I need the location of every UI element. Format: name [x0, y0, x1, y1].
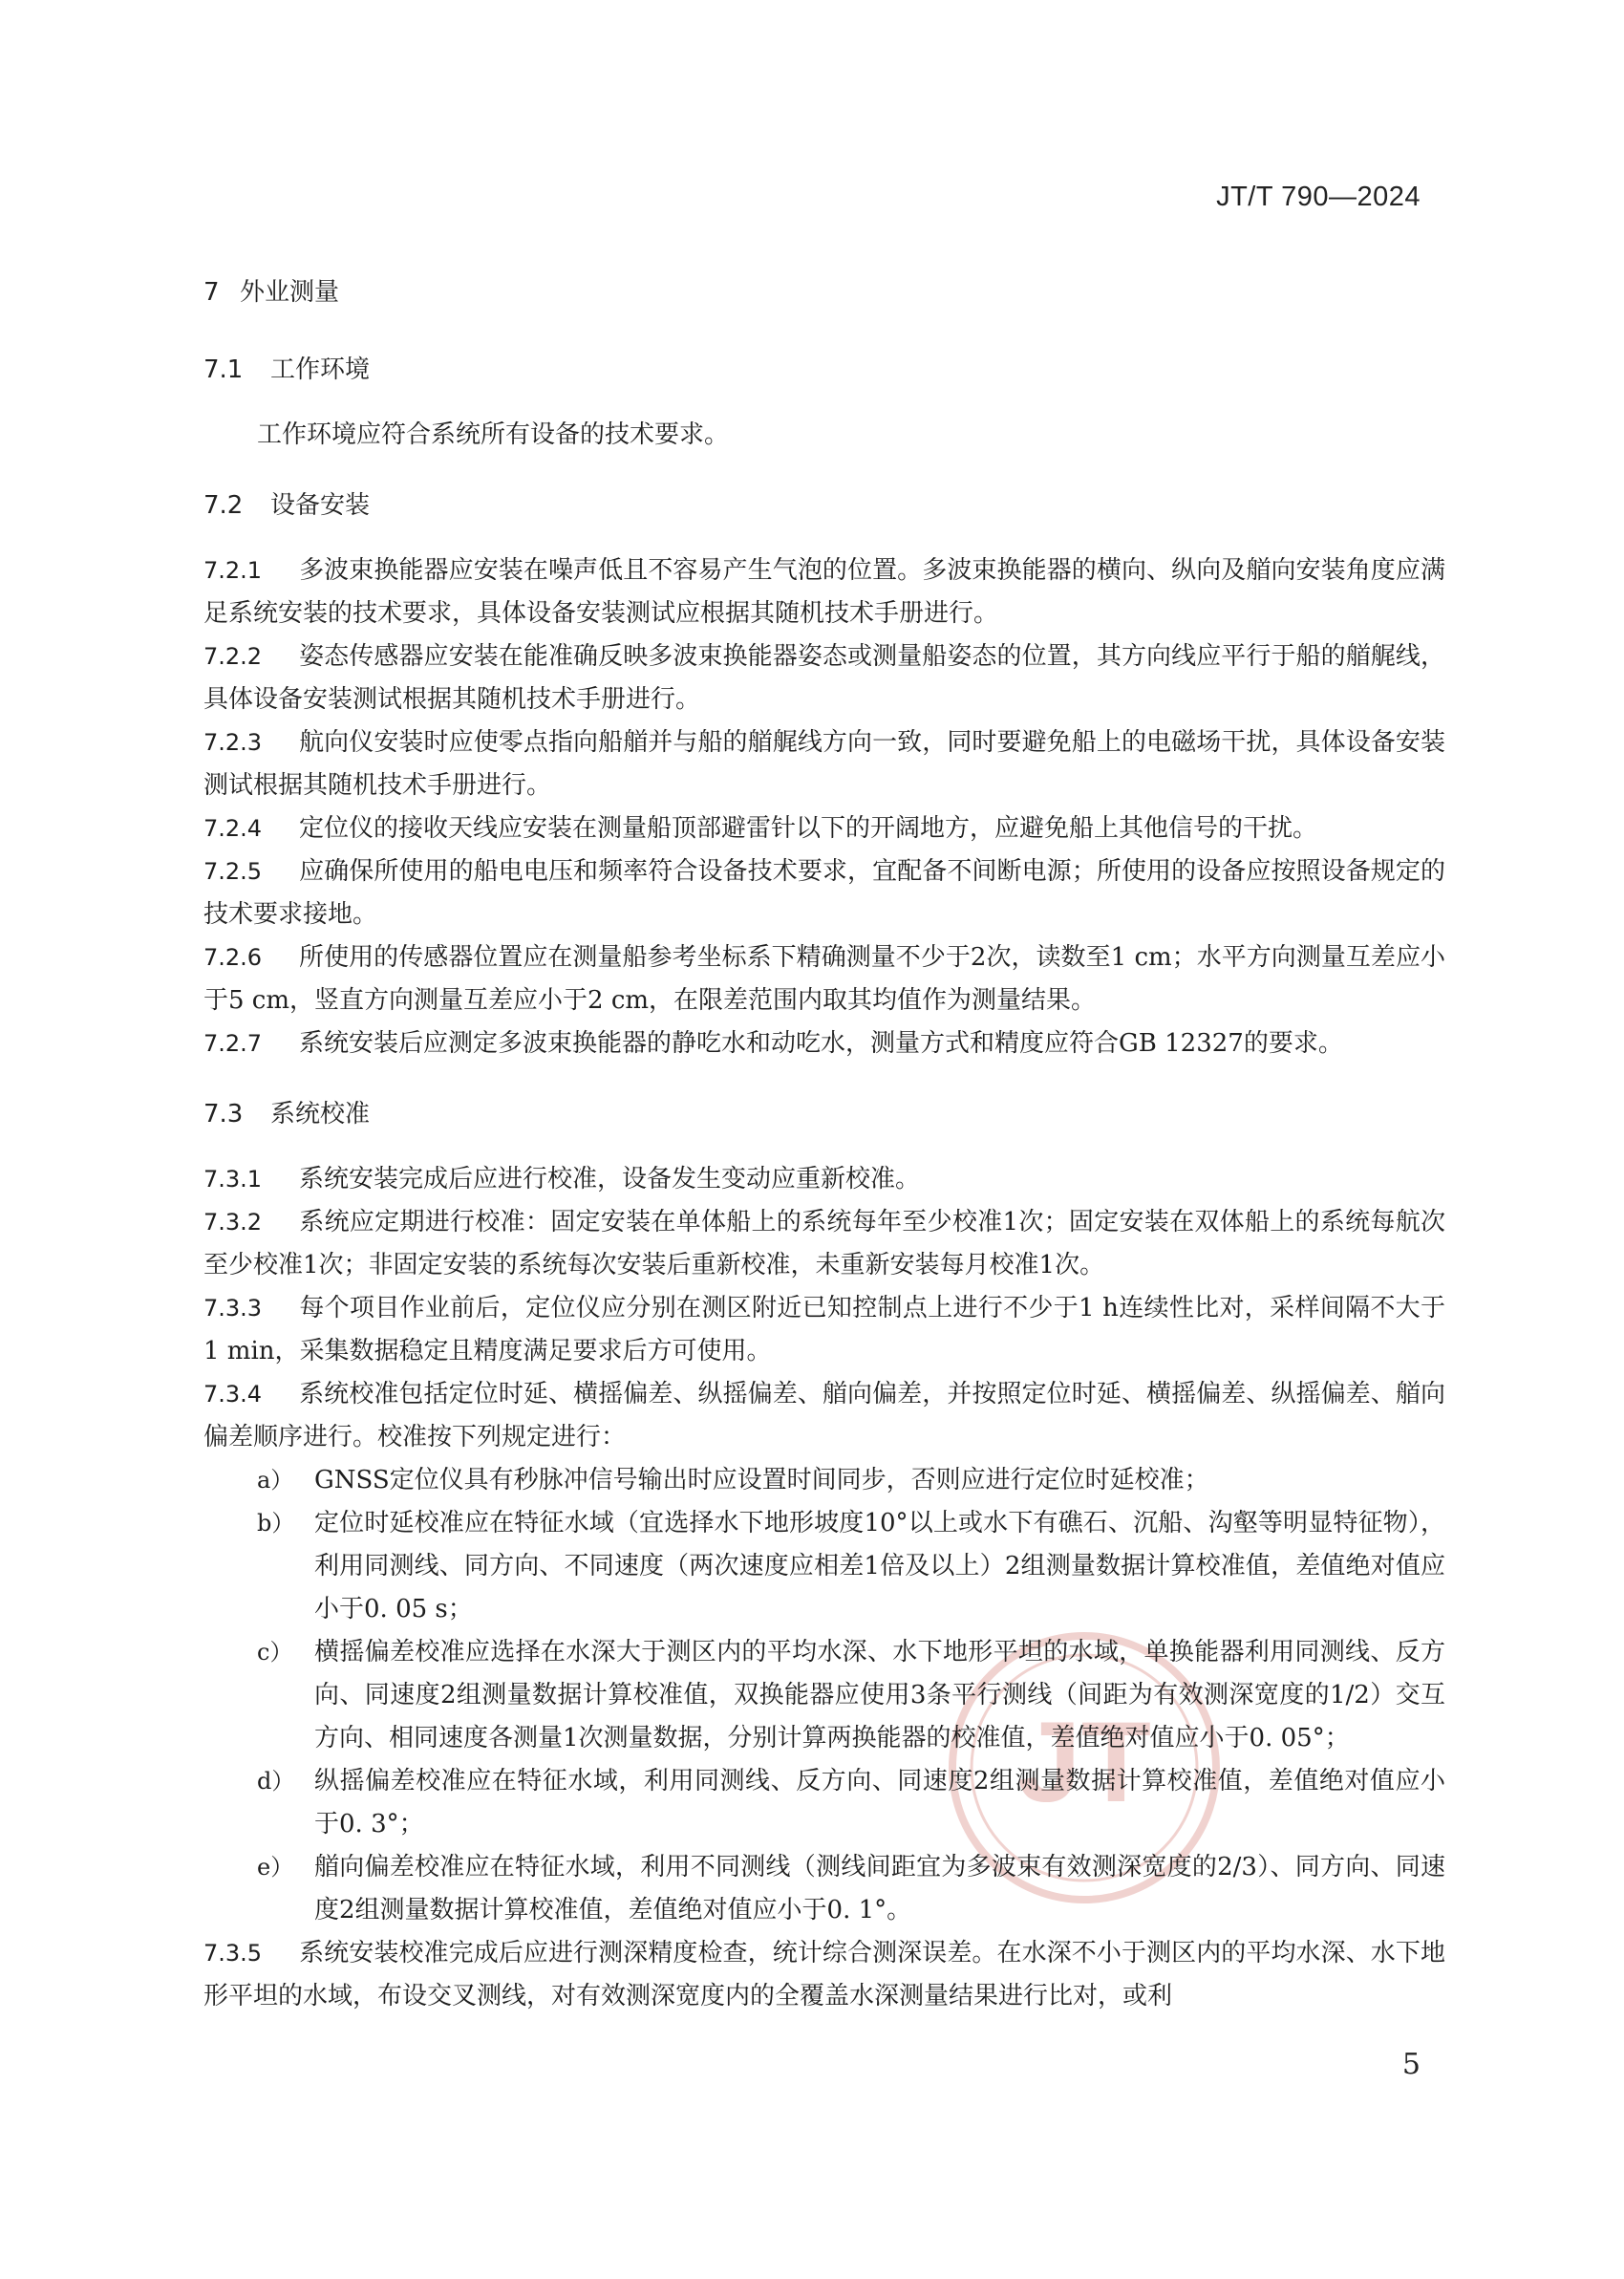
clause-text: 系统校准包括定位时延、横摇偏差、纵摇偏差、艏向偏差，并按照定位时延、横摇偏差、纵摇偏差、艏向偏差顺序进行。校准按下列规定进行：: [203, 1380, 1445, 1451]
list-item: [203, 1760, 1445, 1846]
clause-list-7-2: [203, 549, 1445, 1065]
item-text: 纵摇偏差校准应在特征水域，利用同测线、反方向、同速度2组测量数据计算校准值，差值绝对值应小于0. 3°；: [314, 1767, 1445, 1838]
clause: [203, 936, 1445, 1022]
clause-number: 7.3.4: [203, 1381, 263, 1408]
clause: [203, 1158, 1445, 1201]
clause: [203, 1932, 1445, 2018]
subsection-title: 工作环境: [270, 355, 371, 384]
item-label: e）: [257, 1854, 294, 1881]
clause: [203, 721, 1445, 807]
list-item: [203, 1502, 1445, 1631]
clause-number: 7.2.6: [203, 944, 263, 971]
clause-number: 7.3.1: [203, 1166, 263, 1193]
clause-text: 多波束换能器应安装在噪声低且不容易产生气泡的位置。多波束换能器的横向、纵向及艏向安装角度应满足系统安装的技术要求，具体设备安装测试应根据其随机技术手册进行。: [203, 556, 1445, 628]
clause: [203, 1287, 1445, 1373]
clause-number: 7.2.3: [203, 729, 263, 756]
section-heading: [203, 272, 1445, 308]
paragraph: 工作环境应符合系统所有设备的技术要求。: [257, 420, 730, 449]
subsection-heading-7-1: [203, 350, 1445, 385]
subsection-number: 7.3: [203, 1100, 244, 1129]
clause: [203, 1201, 1445, 1287]
subsection-title: 系统校准: [270, 1100, 371, 1129]
clause-number: 7.2.2: [203, 643, 263, 670]
section-number: 7: [203, 278, 220, 307]
item-text: GNSS定位仪具有秒脉冲信号输出时应设置时间同步，否则应进行定位时延校准；: [314, 1466, 1209, 1494]
item-label: d）: [257, 1768, 295, 1795]
clause: [203, 850, 1445, 936]
clause-text: 姿态传感器应安装在能准确反映多波束换能器姿态或测量船姿态的位置，其方向线应平行于船的艏艉线，具体设备安装测试根据其随机技术手册进行。: [203, 642, 1445, 714]
item-label: c）: [257, 1639, 293, 1666]
clause-text: 应确保所使用的船电电压和频率符合设备技术要求，宜配备不间断电源；所使用的设备应按照设备规定的技术要求接地。: [203, 857, 1445, 929]
clause-text: 系统应定期进行校准：固定安装在单体船上的系统每年至少校准1次；固定安装在双体船上的系统每航次至少校准1次；非固定安装的系统每次安装后重新校准，未重新安装每月校准1次。: [203, 1208, 1445, 1279]
clause-text: 系统安装后应测定多波束换能器的静吃水和动吃水，测量方式和精度应符合GB 12327的要求。: [299, 1029, 1343, 1058]
clause-number: 7.3.2: [203, 1209, 263, 1236]
item-label: b）: [257, 1510, 295, 1537]
clause-number: 7.2.1: [203, 557, 263, 584]
clause-number: 7.3.3: [203, 1295, 263, 1322]
list-item: [203, 1631, 1445, 1760]
clause: [203, 1022, 1445, 1065]
svg-text:JT: JT: [1016, 1698, 1152, 1826]
clause-text: 每个项目作业前后，定位仪应分别在测区附近已知控制点上进行不少于1 h连续性比对，采样间隔不大于1 min，采集数据稳定且精度满足要求后方可使用。: [203, 1294, 1445, 1365]
calibration-item-list: [203, 1459, 1445, 1932]
clause-text: 所使用的传感器位置应在测量船参考坐标系下精确测量不少于2次，读数至1 cm；水平方向测量互差应小于5 cm，竖直方向测量互差应小于2 cm，在限差范围内取其均值作为测量结果。: [203, 943, 1445, 1015]
subsection-number: 7.1: [203, 355, 244, 384]
section-title: 外业测量: [240, 278, 340, 307]
clause: [203, 635, 1445, 721]
list-item: [203, 1846, 1445, 1932]
clause-number: 7.2.5: [203, 858, 263, 885]
clause-text: 系统安装完成后应进行校准，设备发生变动应重新校准。: [299, 1165, 921, 1193]
clause: [203, 549, 1445, 635]
item-text: 艏向偏差校准应在特征水域，利用不同测线（测线间距宜为多波束有效测深宽度的2/3）、同方向、同速度2组测量数据计算校准值，差值绝对值应小于0. 1°。: [314, 1853, 1445, 1924]
clause-list-7-3: [203, 1158, 1445, 2018]
standard-number: JT/T 790—2024: [1216, 182, 1421, 212]
item-label: a）: [257, 1467, 294, 1494]
clause-text: 系统安装校准完成后应进行测深精度检查，统计综合测深误差。在水深不小于测区内的平均水深、水下地形平坦的水域，布设交叉测线，对有效测深宽度内的全覆盖水深测量结果进行比对，或利: [203, 1939, 1445, 2010]
clause: [203, 807, 1445, 850]
clause-number: 7.3.5: [203, 1940, 263, 1967]
clause-text: 定位仪的接收天线应安装在测量船顶部避雷针以下的开阔地方，应避免船上其他信号的干扰。: [299, 814, 1318, 843]
clause-number: 7.2.7: [203, 1030, 263, 1057]
subsection-number: 7.2: [203, 491, 244, 520]
clause-number: 7.2.4: [203, 815, 263, 842]
main-content: [203, 272, 1445, 2018]
page-number: 5: [1401, 2048, 1421, 2081]
item-text: 横摇偏差校准应选择在水深大于测区内的平均水深、水下地形平坦的水域，单换能器利用同测线、反方向、同速度2组测量数据计算校准值，双换能器应使用3条平行测线（间距为有效测深宽度的1/2）交互方向、相同速度各测量1次测量数据，分别计算两换能器的校准值，差值绝对值应小于0. 05°；: [314, 1638, 1445, 1752]
subsection-title: 设备安装: [270, 491, 371, 520]
subsection-heading-7-3: [203, 1094, 1445, 1129]
clause: [203, 1373, 1445, 1459]
clause-text: 航向仪安装时应使零点指向船艏并与船的艏艉线方向一致，同时要避免船上的电磁场干扰，具体设备安装测试根据其随机技术手册进行。: [203, 728, 1445, 800]
item-text: 定位时延校准应在特征水域（宜选择水下地形坡度10°以上或水下有礁石、沉船、沟壑等明显特征物），利用同测线、同方向、不同速度（两次速度应相差1倍及以上）2组测量数据计算校准值，差值绝对值应小于0. 05 s；: [314, 1509, 1445, 1623]
list-item: [203, 1459, 1445, 1502]
subsection-heading-7-2: [203, 485, 1445, 521]
